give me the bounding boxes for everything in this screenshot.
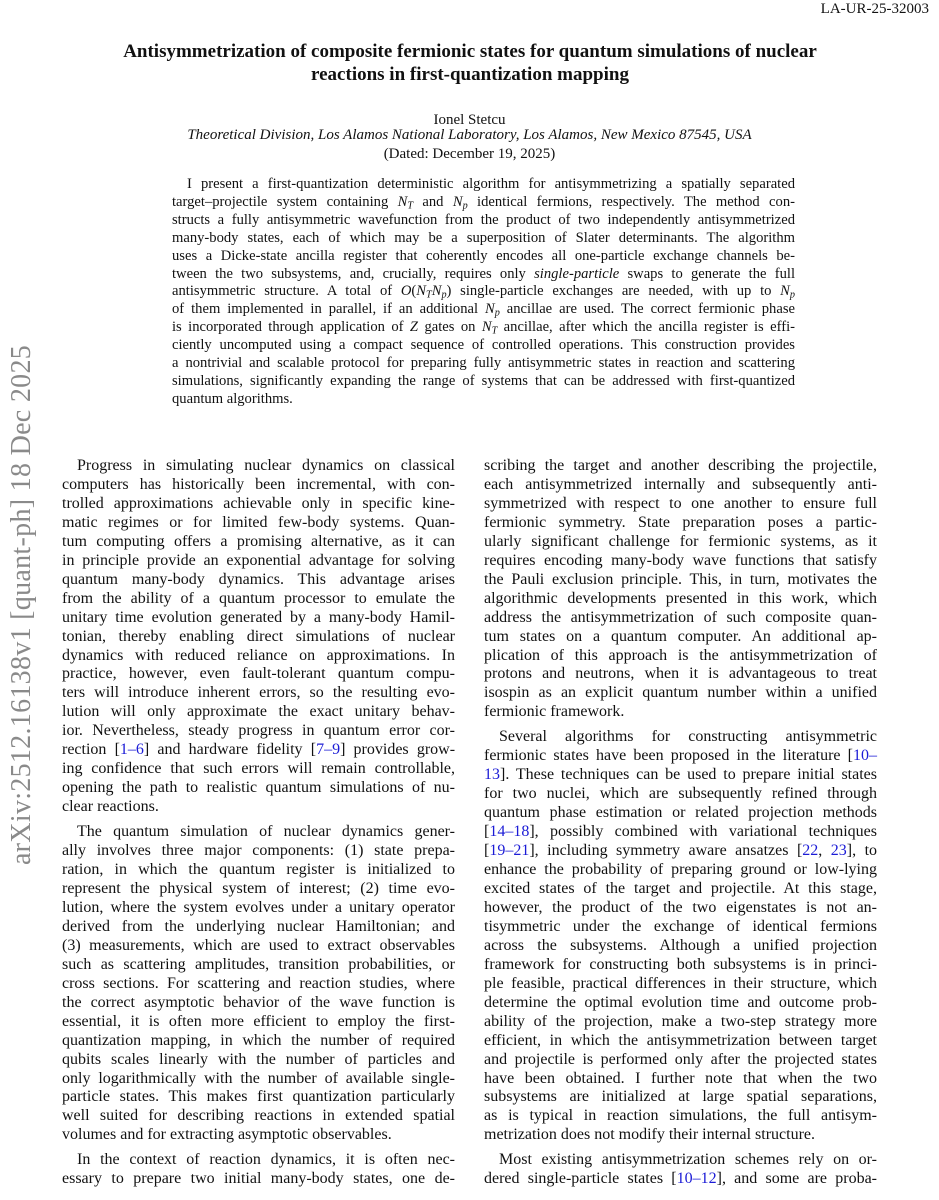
text-line	[62, 741, 455, 760]
math-base: N	[397, 193, 408, 210]
text-run: algorithmic developments presented in this work, which	[484, 589, 877, 607]
text-run: a nontrivial and scalable protocol for preparing fully antisymmetric states in reaction and scattering	[172, 355, 795, 372]
text-line	[484, 1032, 877, 1051]
text-run: is incorporated through application of	[172, 319, 410, 336]
text-line	[172, 248, 795, 266]
text-run: scribing the target and another describing the projectile,	[484, 457, 877, 474]
text-run: unitary time evolution generated by a many-body Hamil-	[62, 608, 455, 626]
math-subscript: T	[491, 325, 498, 337]
math-subscript: T	[426, 289, 432, 301]
text-run: tonian, thereby enabling direct simulations of nuclear	[62, 627, 455, 645]
text-line	[484, 785, 877, 804]
text-run: ] and hardware fidelity [	[143, 741, 317, 759]
paper-title	[40, 40, 900, 86]
text-run: tum computing offers a promising alternative, as it can	[62, 532, 455, 550]
text-run: gates on	[418, 319, 482, 336]
text-run: the correct asymptotic behavior of the wave function is	[62, 993, 455, 1011]
text-line	[484, 703, 877, 722]
text-line	[172, 176, 795, 194]
text-line	[172, 319, 795, 337]
text-line	[484, 880, 877, 899]
text-line	[62, 457, 455, 476]
text-run: ularly significant challenge for fermionic systems, as it	[484, 532, 877, 550]
math-base: N	[431, 283, 442, 300]
text-line	[484, 647, 877, 666]
text-run: tisymmetric under the exchange of identical fermions	[484, 917, 877, 935]
text-line	[62, 590, 455, 609]
text-line	[62, 880, 455, 899]
text-run: identical fermions, respectively. The method con-	[467, 193, 795, 210]
text-run: and projectile is performed only after the projected states	[484, 1050, 877, 1068]
text-line	[62, 647, 455, 666]
text-line	[62, 975, 455, 994]
text-run: dynamics with reduced reliance on approximations. In	[62, 646, 455, 664]
text-run: ciently uncomputed using a compact sequence of controlled operations. This construction provides	[172, 337, 795, 354]
paragraph	[62, 1151, 455, 1189]
text-run: across the subsystems. Although a unified projection	[484, 936, 877, 954]
arxiv-sidebar-stamp: arXiv:2512.16138v1 [quant-ph] 18 Dec 2025	[6, 344, 37, 866]
text-run: excited states of the target and projectile. At this stage,	[484, 879, 877, 897]
text-line	[62, 533, 455, 552]
text-run: quantum many-body dynamics. This advantage arises	[62, 570, 455, 588]
text-line	[484, 552, 877, 571]
text-run: (	[411, 283, 417, 300]
text-line	[484, 1107, 877, 1126]
text-line	[484, 918, 877, 937]
text-line	[484, 728, 877, 747]
author: Ionel Stetcu	[433, 112, 506, 128]
text-line	[172, 212, 795, 230]
math-base: N	[416, 283, 427, 300]
left-column	[62, 457, 455, 1195]
text-run: subsystems are initialized at large spatial separations,	[484, 1088, 877, 1106]
paragraph	[62, 823, 455, 1145]
text-line	[172, 373, 795, 391]
text-run: derived from the underlying nuclear Hamiltonian; and	[62, 917, 455, 935]
text-line	[484, 1013, 877, 1032]
text-line	[62, 994, 455, 1013]
text-run: qubits scales linearly with the number of particles and	[62, 1050, 455, 1068]
citation-link[interactable]: 10–12	[676, 1170, 717, 1188]
text-line	[62, 899, 455, 918]
text-run: quantization mapping, in which the number of required	[62, 1031, 455, 1049]
math-symbol	[482, 319, 497, 335]
text-run: ], to	[846, 842, 878, 860]
text-run: ters will introduce inherent errors, so the resulting evo-	[62, 684, 455, 702]
math-symbol	[432, 283, 447, 299]
text-run: fermionic symmetry. State preparation poses a partic-	[484, 513, 877, 531]
report-number: LA-UR-25-32003	[820, 1, 929, 17]
text-line	[172, 283, 795, 301]
text-run: framework for constructing both subsystems is in princi-	[484, 955, 877, 973]
text-run: protons and neutrons, when it is advantageous to treat	[484, 665, 877, 683]
text-line	[484, 476, 877, 495]
text-line	[484, 1170, 877, 1189]
text-line	[62, 1151, 455, 1170]
text-run: lution will only approximate the exact unitary behav-	[62, 703, 455, 721]
text-line	[62, 823, 455, 842]
text-line	[484, 804, 877, 823]
title-line: reactions in first-quantization mapping	[311, 64, 629, 85]
math-symbol	[485, 301, 500, 317]
math-symbol	[453, 194, 468, 210]
text-line	[62, 571, 455, 590]
text-run: cross sections. For scattering and reaction studies, where	[62, 974, 455, 992]
text-run: only logarithmically with the number of available single-	[62, 1069, 455, 1087]
text-line	[62, 628, 455, 647]
text-run: matic regimes or for limited few-body systems. Quan-	[62, 513, 455, 531]
text-line	[484, 823, 877, 842]
text-run: and	[413, 193, 453, 210]
text-run: each antisymmetrized internally and subsequently anti-	[484, 475, 877, 493]
text-line	[484, 684, 877, 703]
text-line	[62, 684, 455, 703]
text-run: opening the path to realistic quantum simulations of nu-	[62, 779, 455, 797]
text-run: ancillae, after which the ancilla register is effi-	[497, 319, 795, 336]
text-run: isospin as an explicit quantum number within a unified	[484, 684, 877, 702]
text-run: Several algorithms for constructing antisymmetric	[499, 728, 877, 746]
text-run: ], including symmetry aware ansatzes [	[529, 842, 803, 860]
text-line	[484, 533, 877, 552]
text-run: ability of the projection, make a two-step strategy more	[484, 1012, 877, 1030]
math-base: Z	[409, 319, 419, 336]
text-line	[484, 747, 877, 766]
text-run: computers has historically been incremental, with con-	[62, 475, 455, 493]
citation-link[interactable]: 13	[484, 766, 500, 784]
text-line	[484, 899, 877, 918]
text-line	[62, 1126, 455, 1145]
text-run: ple feasible, practical differences in their structure, which	[484, 974, 877, 992]
text-run: tween the two subsystems, and, crucially, requires only	[172, 265, 535, 282]
text-line	[62, 476, 455, 495]
text-line	[62, 703, 455, 722]
right-column	[484, 457, 877, 1195]
text-run: as is typical in reaction simulations, the full antisym-	[484, 1107, 877, 1125]
text-run: In the context of reaction dynamics, it is often nec-	[77, 1151, 455, 1169]
text-line	[484, 665, 877, 684]
date: (Dated: December 19, 2025)	[383, 146, 556, 162]
math-symbol	[780, 283, 795, 299]
text-line	[172, 230, 795, 248]
paragraph	[172, 176, 795, 409]
text-run: swaps to generate the full	[619, 265, 796, 282]
text-run: trolled approximations achievable only in specific kine-	[62, 494, 455, 512]
text-run: however, the product of the two eigenstates is not an-	[484, 898, 877, 916]
abstract	[172, 176, 795, 415]
text-run: ,	[818, 842, 831, 860]
text-line	[62, 665, 455, 684]
text-line	[62, 609, 455, 628]
text-line	[62, 1013, 455, 1032]
text-run: ration, in which the quantum register is initialized to	[62, 861, 455, 879]
text-run: address the antisymmetrization of such composite quan-	[484, 608, 877, 626]
text-run: [	[484, 823, 490, 841]
text-run: clear reactions.	[62, 798, 159, 816]
text-run: in principle provide an exponential advantage for solving	[62, 551, 455, 569]
text-run: fermionic framework.	[484, 703, 625, 721]
text-run: ) single-particle exchanges are needed, with up to	[446, 283, 781, 300]
text-run: volumes and for extracting asymptotic observables.	[62, 1126, 392, 1144]
text-run: efficient, in which the antisymmetrization between target	[484, 1031, 877, 1049]
math-base: O	[400, 283, 412, 300]
text-line	[484, 495, 877, 514]
text-run: Most existing antisymmetrization schemes rely on or-	[499, 1151, 877, 1169]
text-run: particle states. This makes first quantization particularly	[62, 1088, 455, 1106]
text-line	[62, 514, 455, 533]
text-run: many-body states, each of which may be a superposition of Slater determinants. The algorithm	[172, 229, 795, 246]
text-run: ], possibly combined with variational techniques	[529, 823, 877, 841]
text-line	[484, 842, 877, 861]
text-line	[62, 1107, 455, 1126]
text-run: practice, however, even fault-tolerant quantum compu-	[62, 665, 455, 683]
text-line	[484, 1126, 877, 1145]
math-subscript: p	[462, 200, 468, 212]
text-line	[484, 1051, 877, 1070]
text-line	[62, 956, 455, 975]
text-run: ior. Nevertheless, steady progress in quantum error cor-	[62, 722, 455, 740]
text-run: ], and some are proba-	[716, 1170, 878, 1188]
text-run: the Pauli exclusion principle. This, in turn, motivates the	[484, 570, 877, 588]
text-line	[484, 975, 877, 994]
math-symbol	[410, 319, 418, 335]
math-subscript: p	[494, 307, 500, 319]
text-line	[62, 722, 455, 741]
text-line	[484, 457, 877, 476]
text-run: The quantum simulation of nuclear dynamics gener-	[77, 823, 455, 841]
text-run: uses a Dicke-state ancilla register that coherently encodes all one-particle exchange channels be-	[172, 247, 795, 264]
text-line	[172, 337, 795, 355]
text-line	[484, 1088, 877, 1107]
text-run: ancillae are used. The correct fermionic phase	[499, 301, 795, 318]
text-run: dered single-particle states [	[484, 1170, 677, 1188]
math-base: N	[484, 301, 495, 318]
text-run: essary to prepare two initial many-body states, one de-	[62, 1170, 455, 1188]
text-run: [	[484, 842, 490, 860]
text-line	[62, 1088, 455, 1107]
text-run: simulations, significantly expanding the range of systems that can be addressed with first-quantized	[172, 372, 795, 389]
text-line	[484, 1151, 877, 1170]
text-line	[62, 918, 455, 937]
math-subscript: p	[789, 289, 795, 301]
text-run: for two nuclei, which are subsequently refined through	[484, 785, 877, 803]
text-run: tum states on a quantum computer. An additional ap-	[484, 627, 877, 645]
math-base: N	[780, 283, 790, 300]
text-run: essential, it is often more efficient to employ the first-	[62, 1012, 455, 1030]
text-line	[62, 842, 455, 861]
citation-link[interactable]: 19–21	[489, 842, 530, 860]
title-line: Antisymmetrization of composite fermionic states for quantum simulations of nuclear	[123, 41, 817, 62]
text-run: fermionic states have been proposed in the literature [	[484, 747, 853, 765]
text-run: rection [	[62, 741, 120, 759]
text-run: target–projectile system containing	[172, 193, 398, 210]
text-run: requires encoding many-body wave functions that satisfy	[484, 551, 877, 569]
text-run: ]. These techniques can be used to prepare initial states	[500, 766, 877, 784]
text-line	[484, 590, 877, 609]
text-run: structs a fully antisymmetric wavefunction from the product of two independently antisymmetrized	[172, 211, 795, 228]
text-line	[62, 798, 455, 817]
text-run: metrization does not modify their internal structure.	[484, 1126, 816, 1144]
paragraph	[484, 728, 877, 1145]
text-run: Progress in simulating nuclear dynamics on classical	[77, 457, 455, 474]
affiliation: Theoretical Division, Los Alamos National Laboratory, Los Alamos, New Mexico 87545, USA	[187, 127, 752, 143]
citation-link[interactable]: 1–6	[119, 741, 144, 759]
text-line	[62, 495, 455, 514]
text-run: of them implemented in parallel, if an additional	[172, 301, 485, 318]
text-line	[484, 571, 877, 590]
math-symbol	[416, 283, 431, 299]
math-symbol	[398, 194, 413, 210]
text-run: enhance the probability of preparing ground or low-lying	[484, 861, 877, 879]
citation-link[interactable]: 10–	[853, 747, 877, 765]
text-line	[62, 1070, 455, 1089]
text-line	[484, 609, 877, 628]
citation-link[interactable]: 22	[802, 842, 819, 860]
text-line	[484, 994, 877, 1013]
text-run: have been obtained. I further note that when the two	[484, 1069, 877, 1087]
text-run: I present a first-quantization deterministic algorithm for antisymmetrizing a spatially separated	[187, 176, 795, 192]
text-run: ing confidence that such errors will remain controllable,	[62, 760, 455, 778]
paragraph	[484, 457, 877, 722]
emphasis: single-particle	[534, 265, 620, 282]
text-run: from the ability of a quantum processor to emulate the	[62, 589, 455, 607]
text-line	[484, 861, 877, 880]
text-line	[62, 760, 455, 779]
text-line	[62, 861, 455, 880]
text-line	[484, 514, 877, 533]
text-line	[62, 552, 455, 571]
text-line	[172, 194, 795, 212]
text-line	[62, 1051, 455, 1070]
text-line	[172, 266, 795, 284]
text-run: ] provides grow-	[340, 741, 456, 759]
text-run: (3) measurements, which are used to extract observables	[62, 936, 455, 954]
text-run: ally involves three major components: (1) state prepa-	[62, 842, 455, 860]
text-line	[62, 937, 455, 956]
text-line	[484, 937, 877, 956]
math-base: N	[452, 193, 463, 210]
text-run: lution, where the system evolves under a unitary operator	[62, 898, 455, 916]
text-line	[62, 779, 455, 798]
text-run: symmetrized with respect to one another to ensure full	[484, 494, 877, 512]
citation-link[interactable]: 14–18	[489, 823, 530, 841]
text-line	[484, 628, 877, 647]
text-run: quantum algorithms.	[172, 390, 293, 407]
math-subscript: T	[407, 200, 414, 212]
math-base: N	[481, 319, 492, 336]
text-run: antisymmetric structure. A total of	[172, 283, 401, 300]
text-run: quantum phase estimation or related projection methods	[484, 804, 877, 822]
text-line	[484, 766, 877, 785]
text-line	[62, 1170, 455, 1189]
paragraph	[62, 457, 455, 817]
text-run: plication of this approach is the antisymmetrization of	[484, 646, 877, 664]
text-run: represent the physical system of interest; (2) time evo-	[62, 879, 455, 897]
text-line	[484, 956, 877, 975]
math-subscript: p	[441, 289, 447, 301]
text-line	[172, 355, 795, 373]
text-line	[62, 1032, 455, 1051]
paragraph	[484, 1151, 877, 1189]
math-symbol	[401, 283, 412, 299]
text-run: determine the optimal evolution time and outcome prob-	[484, 993, 877, 1011]
citation-link[interactable]: 7–9	[316, 741, 341, 759]
citation-link[interactable]: 23	[830, 842, 847, 860]
text-run: well suited for describing reactions in extended spatial	[62, 1107, 455, 1125]
text-line	[172, 391, 795, 409]
text-line	[172, 301, 795, 319]
text-run: such as scattering amplitudes, transition probabilities, or	[62, 955, 455, 973]
text-line	[484, 1070, 877, 1089]
